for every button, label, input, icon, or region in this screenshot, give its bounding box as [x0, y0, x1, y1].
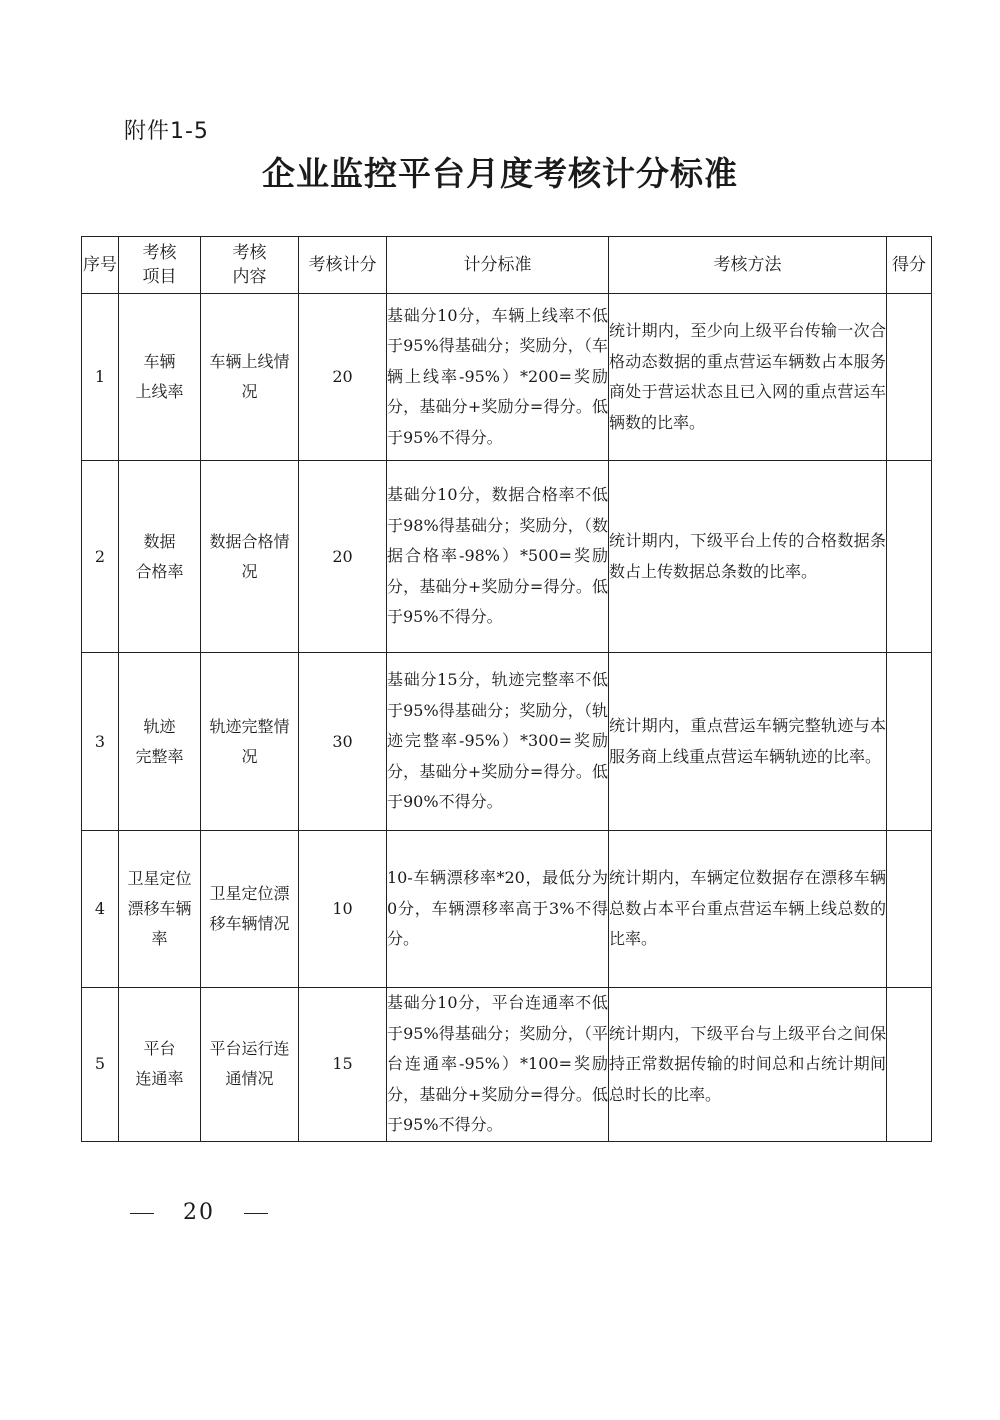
table-row: [82, 831, 932, 988]
row-item: 车辆 上线率: [119, 294, 201, 461]
header-score: 得分: [887, 237, 932, 294]
table-row: [82, 988, 932, 1142]
row-points: 15: [299, 988, 387, 1142]
row-score: [887, 988, 932, 1142]
row-content: 轨迹完整情 况: [201, 653, 299, 831]
row-seq: 2: [82, 461, 119, 653]
row-item: 平台 连通率: [119, 988, 201, 1142]
dash-left: [130, 1213, 154, 1214]
row-score: [887, 294, 932, 461]
row-criteria: 基础分15分，轨迹完整率不低于95%得基础分；奖励分，（轨迹完整率-95%）*300=奖励分，基础分+奖励分=得分。低于90%不得分。: [387, 653, 609, 831]
header-points: 考核计分: [299, 237, 387, 294]
page-title: 企业监控平台月度考核计分标准: [262, 154, 738, 193]
row-points: 20: [299, 294, 387, 461]
dash-right: [244, 1213, 268, 1214]
row-content: 平台运行连 通情况: [201, 988, 299, 1142]
table-row: [82, 653, 932, 831]
header-item: 考核 项目: [119, 237, 201, 294]
row-points: 10: [299, 831, 387, 988]
row-criteria: 10-车辆漂移率*20，最低分为0分，车辆漂移率高于3%不得分。: [387, 831, 609, 988]
row-score: [887, 831, 932, 988]
header-criteria: 计分标准: [387, 237, 609, 294]
row-content: 卫星定位漂 移车辆情况: [201, 831, 299, 988]
row-seq: 5: [82, 988, 119, 1142]
row-seq: 1: [82, 294, 119, 461]
row-criteria: 基础分10分，车辆上线率不低于95%得基础分；奖励分，（车辆上线率-95%）*200=奖励分，基础分+奖励分=得分。低于95%不得分。: [387, 294, 609, 461]
page-number-footer: [120, 1200, 278, 1225]
page-number: 20: [183, 1200, 215, 1225]
row-seq: 3: [82, 653, 119, 831]
table-row: [82, 461, 932, 653]
row-score: [887, 653, 932, 831]
row-seq: 4: [82, 831, 119, 988]
row-method: 统计期内，至少向上级平台传输一次合格动态数据的重点营运车辆数占本服务商处于营运状态且已入网的重点营运车辆数的比率。: [609, 294, 887, 461]
row-method: 统计期内，重点营运车辆完整轨迹与本服务商上线重点营运车辆轨迹的比率。: [609, 653, 887, 831]
attachment-label: 附件1-5: [124, 119, 209, 144]
row-method: 统计期内，下级平台与上级平台之间保持正常数据传输的时间总和占统计期间总时长的比率。: [609, 988, 887, 1142]
row-content: 数据合格情 况: [201, 461, 299, 653]
header-seq: 序号: [82, 237, 119, 294]
row-item: 轨迹 完整率: [119, 653, 201, 831]
row-points: 20: [299, 461, 387, 653]
row-item: 卫星定位 漂移车辆 率: [119, 831, 201, 988]
row-score: [887, 461, 932, 653]
row-points: 30: [299, 653, 387, 831]
table-row: [82, 294, 932, 461]
row-criteria: 基础分10分，平台连通率不低于95%得基础分；奖励分，（平台连通率-95%）*100=奖励分，基础分+奖励分=得分。低于95%不得分。: [387, 988, 609, 1142]
header-method: 考核方法: [609, 237, 887, 294]
table-header-row: [82, 237, 932, 294]
row-method: 统计期内，车辆定位数据存在漂移车辆总数占本平台重点营运车辆上线总数的比率。: [609, 831, 887, 988]
row-content: 车辆上线情 况: [201, 294, 299, 461]
row-method: 统计期内，下级平台上传的合格数据条数占上传数据总条数的比率。: [609, 461, 887, 653]
scoring-standard-table: [81, 236, 932, 1142]
row-item: 数据 合格率: [119, 461, 201, 653]
header-content: 考核 内容: [201, 237, 299, 294]
row-criteria: 基础分10分，数据合格率不低于98%得基础分；奖励分，（数据合格率-98%）*500=奖励分，基础分+奖励分=得分。低于95%不得分。: [387, 461, 609, 653]
